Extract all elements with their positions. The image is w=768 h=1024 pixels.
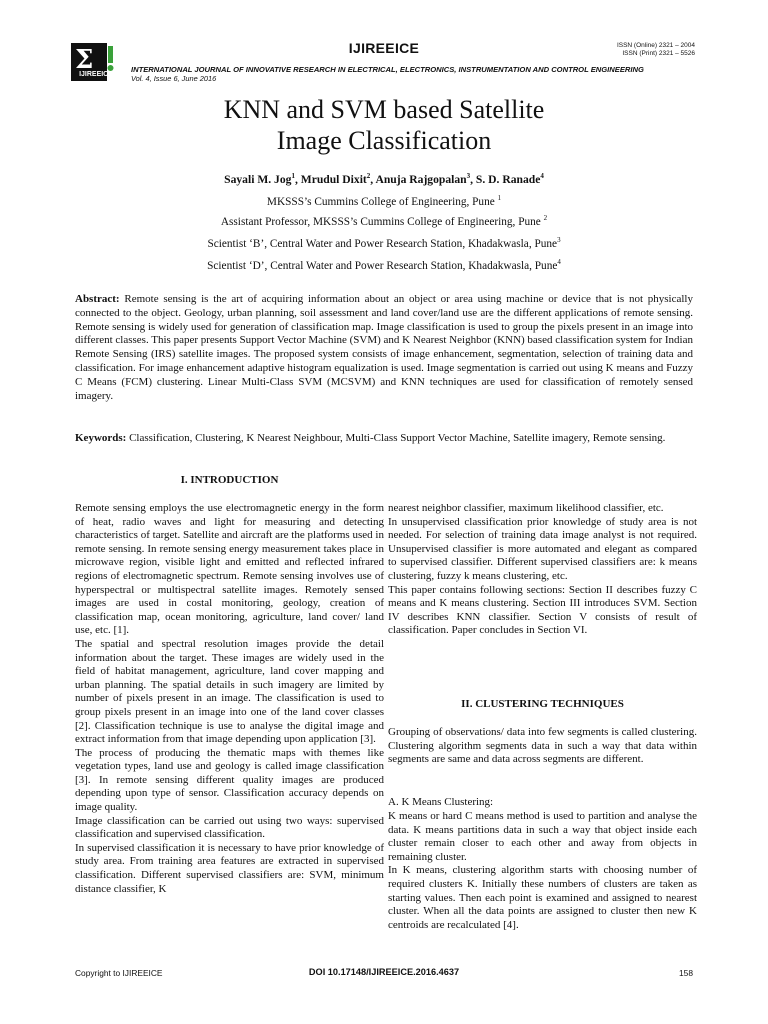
left-column [75,502,384,896]
paragraph: nearest neighbor classifier, maximum likelihood classifier, etc. [388,502,664,514]
author-sup: 3 [466,172,471,180]
journal-abbreviation: IJIREEICE [348,40,420,56]
logo-caption: IJIREEICE [79,71,113,78]
affiliation-text: MKSSS’s Cummins College of Engineering, Pune [266,195,498,208]
abstract-label: Abstract: [75,293,120,305]
paragraph: Remote sensing employs the use electromagnetic energy in the form of heat, radio waves and light for measuring and detecting characteristics of target. Satellite and aircraft are the platforms used in remote sensing. In remote sensing energy measurement takes place in microwave region, visible light and emitted and reflected infrared regions of electromagnetic spectrum. Remote sensing involves use of hyperspectral or multispectral satellite images. Remotely sensed images are used in costal monitoring, geology, creation of classification map, ocean monitoring, agriculture, land cover/ land use, etc. [1]. [75,502,384,637]
right-column-clustering-intro [388,726,697,767]
author-separator: , [370,172,376,186]
keywords [75,432,693,446]
paragraph: Image classification can be carried out using two ways: supervised classification and supervised classification. [75,814,384,841]
issn-block [617,42,695,58]
subsection-heading-kmeans: A. K Means Clustering: [388,796,494,808]
journal-full-name: INTERNATIONAL JOURNAL OF INNOVATIVE RESEARCH IN ELECTRICAL, ELECTRONICS, INSTRUMENTATION AND CONTROL ENGINEERING [131,65,644,74]
keywords-label: Keywords: [75,432,127,444]
abstract [75,293,693,403]
footer-page-number: 158 [679,968,693,978]
affiliation-sup: 2 [543,214,548,222]
author-separator: , [470,172,476,186]
keywords-text: Classification, Clustering, K Nearest Neighbour, Multi-Class Support Vector Machine, Satellite imagery, Remote sensing. [126,432,666,444]
issn-online: ISSN (Online) 2321 – 2004 [616,42,695,49]
affiliation-2 [0,214,768,228]
right-column-top [388,502,697,638]
author-list [0,172,768,186]
affiliation-3 [0,236,768,250]
affiliation-1 [0,194,768,208]
affiliation-sup: 1 [497,194,502,202]
affiliation-text: Scientist ‘D’, Central Water and Power Research Station, Khadakwasla, Pune [207,259,558,272]
affiliation-text: Scientist ‘B’, Central Water and Power Research Station, Khadakwasla, Pune [207,237,558,250]
author-name: Mrudul Dixit [300,172,367,186]
affiliation-sup: 4 [557,258,561,266]
paragraph: The process of producing the thematic maps with themes like vegetation types, land use and geology is called image classification [3]. In remote sensing different quality images are produced depending upon type of sensor. Classification accuracy depends on image quality. [75,746,384,814]
issn-print: ISSN (Print) 2321 – 5526 [622,50,695,57]
paragraph: This paper contains following sections: Section II describes fuzzy C means and K means clustering. Section III introduces SVM. Section IV describes KNN classifier. Section V consists of result of classification. Paper concludes in Section VI. [388,583,697,637]
affiliation-sup: 3 [557,236,561,244]
author-sup: 2 [366,172,371,180]
title-line-1: KNN and SVM based Satellite [223,95,545,124]
paragraph: Grouping of observations/ data into few segments is called clustering. Clustering algorithm segments data in such a way that data within segments are same and data across segments are different. [388,726,697,766]
author-name: Sayali M. Jog [224,172,292,186]
paragraph: The spatial and spectral resolution images provide the detail information about the target. These images are widely used in the field of habitat management, agriculture, land cover mapping and urban planning. The spatial details in such imagery are limited by number of pixels present in an image. The classification is used to group pixels present in an image into one of the land cover classes [2]. Classification technique is use to analyse the digital image and extract information from that image depending upon application [3]. [75,637,384,746]
author-sup: 1 [291,172,295,180]
paragraph: In K means, clustering algorithm starts with choosing number of required clusters K. Initially these numbers of clusters are taken as starting values. Then each point is examined and assigned to nearest cluster. When all the data points are assigned to cluster then new K centroids are recalculated [4]. [388,864,697,931]
affiliation-text: Assistant Professor, MKSSS’s Cummins College of Engineering, Pune [220,215,544,228]
volume-issue: Vol. 4, Issue 6, June 2016 [131,74,217,83]
right-column-kmeans [388,810,697,932]
abstract-text: Remote sensing is the art of acquiring information about an object or area using machine or device that is not physically connected to the object. Geology, urban planning, soil assessment and land cover/land use are the different applications of remote sensing. Remote sensing is widely used for generation of classification map. Image classification is used to group the pixels present in an image into different classes. This paper presents Support Vector Machine (SVM) and K Nearest Neighbor (KNN) based classification system for Indian Remote Sensing (IRS) satellite images. The proposed system consists of image enhancement, segmentation, selection of training data and classification. For image enhancement adaptive histogram equalization is used. Image segmentation is carried out using K means and Fuzzy C Means (FCM) clustering. Linear Multi-Class SVM (MCSVM) and KNN techniques are used for classification of remotely sensed imagery. [75,293,693,402]
section-heading-introduction: I. INTRODUCTION [180,474,279,486]
title-line-2: Image Classification [276,126,492,155]
author-sup: 4 [540,172,544,180]
paragraph: K means or hard C means method is used to partition and analyse the data. K means partitions data in such a way that object inside each cluster remain closer to each other and away from objects in remaining cluster. [388,810,697,863]
paragraph: In unsupervised classification prior knowledge of study area is not needed. For selection of training data image analyst is not required. Unsupervised classifier is more automated and elegant as compared to supervised classifier. Different supervised classifiers are: k means clustering, fuzzy k means clustering, etc. [388,515,697,582]
footer-doi: DOI 10.17148/IJIREEICE.2016.4637 [308,967,460,977]
paragraph: In supervised classification it is necessary to have prior knowledge of study area. From training area features are extracted in supervised classification. Different supervised classifiers are: SVM, minimum distance classifier, K [75,841,384,895]
author-separator: , [294,172,301,186]
svg-text:Σ: Σ [75,45,94,75]
affiliation-4 [0,258,768,272]
author-name: S. D. Ranade [475,172,541,186]
section-heading-clustering: II. CLUSTERING TECHNIQUES [461,698,624,710]
author-name: Anuja Rajgopalan [375,172,467,186]
footer-copyright: Copyright to IJIREEICE [75,968,163,978]
paper-title [0,94,768,156]
